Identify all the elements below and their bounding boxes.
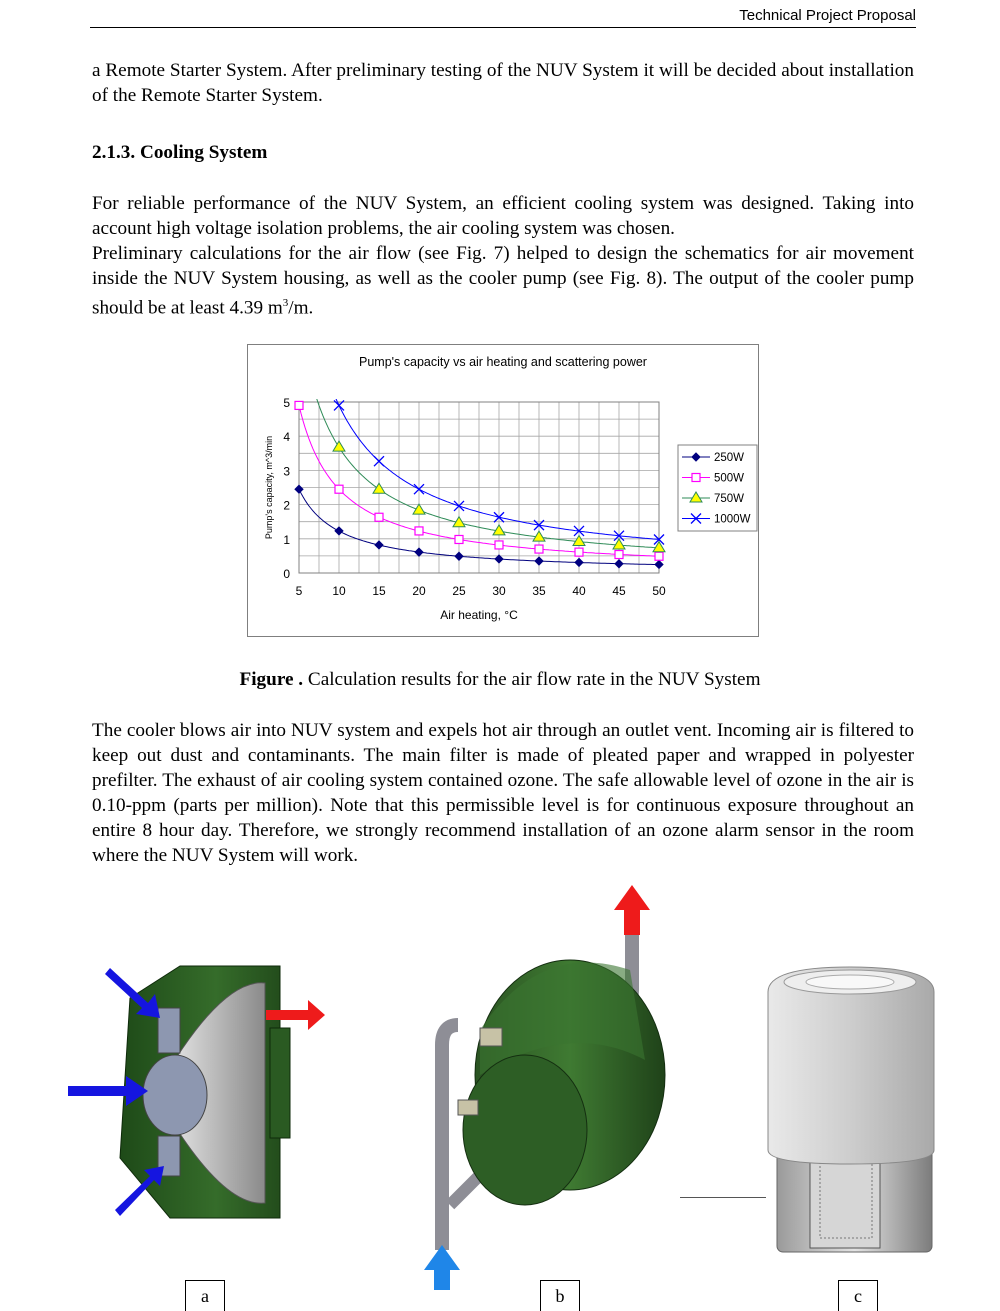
chart-container xyxy=(247,344,759,637)
y-tick-label: 0 xyxy=(283,567,290,581)
y-tick-label: 1 xyxy=(283,532,290,547)
inflow-arrow-up xyxy=(424,1245,460,1290)
data-point-250W xyxy=(575,558,583,566)
legend-marker-500W xyxy=(692,474,700,482)
data-point-500W xyxy=(295,401,303,409)
data-point-500W xyxy=(375,513,383,521)
data-point-500W xyxy=(615,551,623,559)
data-point-250W xyxy=(335,527,343,535)
x-tick-label: 25 xyxy=(452,584,466,598)
caption-text: Calculation results for the air flow rate in the NUV System xyxy=(303,669,761,690)
data-point-500W xyxy=(335,485,343,493)
x-tick-label: 10 xyxy=(332,584,346,598)
y-tick-label: 4 xyxy=(283,430,290,445)
x-tick-label: 20 xyxy=(412,584,426,598)
cooler-pump-illustration xyxy=(420,880,680,1290)
data-point-250W xyxy=(295,485,303,493)
para2-unit: /m. xyxy=(288,297,314,319)
data-point-750W xyxy=(373,483,385,493)
x-tick-label: 5 xyxy=(295,584,303,598)
data-point-500W xyxy=(495,541,503,549)
data-point-250W xyxy=(615,560,623,568)
data-point-500W xyxy=(655,552,663,560)
data-point-500W xyxy=(415,527,423,535)
chart-title: Pump's capacity vs air heating and scattering power xyxy=(359,355,647,369)
legend-label-1000W: 1000W xyxy=(714,513,751,526)
figure-label-c: c xyxy=(838,1280,878,1311)
legend-label-250W: 250W xyxy=(714,452,745,464)
data-point-500W xyxy=(535,545,543,553)
figure-label-b: b xyxy=(540,1280,580,1311)
y-tick-label: 5 xyxy=(283,396,290,410)
housing-crosssection-illustration xyxy=(60,958,340,1228)
data-point-250W xyxy=(415,548,423,556)
x-tick-label: 50 xyxy=(652,584,666,598)
data-point-250W xyxy=(655,560,663,568)
x-tick-label: 15 xyxy=(372,584,386,598)
data-point-750W xyxy=(333,441,345,451)
cooling-paragraph-3: The cooler blows air into NUV system and expels hot air through an outlet vent. Incoming air is filtered to keep out dust and contaminants. The main filter is made of pleated paper and wrapped in polyester prefilter. The exhaust of air cooling system contained ozone. The safe allowable level of ozone in the air is 0.10-ppm (parts per million). Note that this permissible level is for continuous exposure throughout an entire 8 hour day. Therefore, we strongly recommend installation of an ozone alarm sensor in the room where the NUV System will work. xyxy=(92,720,914,866)
y-tick-label: 2 xyxy=(283,498,290,513)
x-tick-label: 35 xyxy=(532,584,546,598)
x-tick-label: 40 xyxy=(572,584,586,598)
para2-superscript: 3 xyxy=(282,297,289,309)
intro-paragraph: a Remote Starter System. After preliminary testing of the NUV System it will be decided about installation of the Remote Starter System. xyxy=(92,60,914,106)
data-point-500W xyxy=(455,535,463,543)
figure-label-a: a xyxy=(185,1280,225,1311)
cooling-paragraph-1: For reliable performance of the NUV System, an efficient cooling system was designed. Taking into account high voltage isolation problems, the air cooling system was chosen. xyxy=(92,193,914,239)
legend-label-500W: 500W xyxy=(714,472,745,485)
cooling-paragraph-2 xyxy=(92,241,914,320)
page-header xyxy=(90,6,916,28)
data-point-500W xyxy=(575,548,583,556)
y-tick-label: 3 xyxy=(283,464,290,479)
blower-filter-photo xyxy=(762,962,942,1272)
divider-line xyxy=(680,1197,766,1198)
figure-caption xyxy=(0,669,1000,691)
data-point-250W xyxy=(455,552,463,560)
data-point-750W xyxy=(413,504,425,514)
section-heading: 2.1.3. Cooling System xyxy=(92,142,268,163)
para2-text: Preliminary calculations for the air flow (see Fig. 7) helped to design the schematics for air movement inside the NUV System housing, as well as the cooler pump (see Fig. 8). The output of the cooler pump should be at least 4.39 m xyxy=(92,243,914,319)
x-tick-label: 30 xyxy=(492,584,506,598)
legend-label-750W: 750W xyxy=(714,493,745,505)
outflow-arrow-up xyxy=(614,885,650,935)
header-title: Technical Project Proposal xyxy=(739,7,916,24)
x-tick-label: 45 xyxy=(612,584,626,598)
data-point-750W xyxy=(573,536,585,546)
caption-label: Figure . xyxy=(239,669,304,690)
data-point-250W xyxy=(535,557,543,565)
air-flow-chart xyxy=(248,345,758,636)
data-point-250W xyxy=(375,541,383,549)
x-axis-label: Air heating, °C xyxy=(440,608,518,622)
y-axis-label: Pump's capacity, m^3/min xyxy=(264,435,274,540)
